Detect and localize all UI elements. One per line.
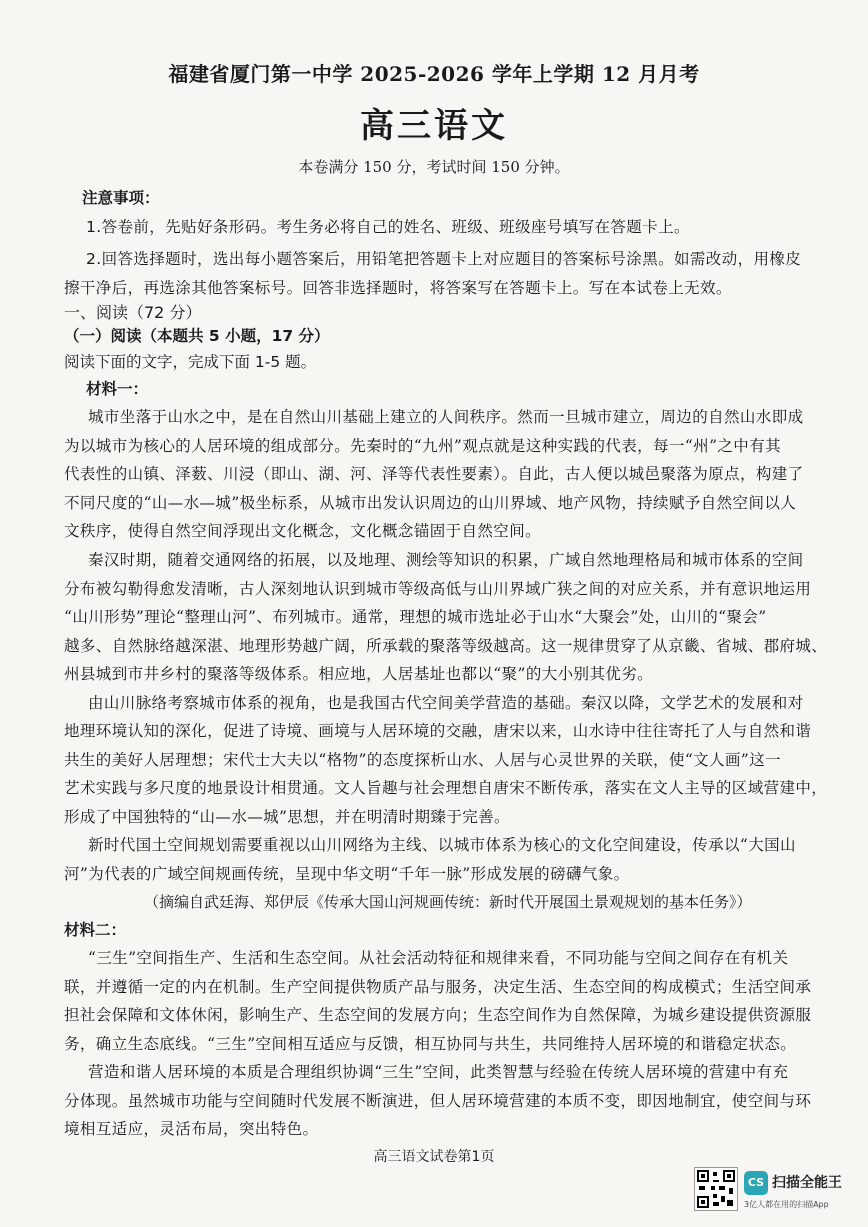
notice-heading: 注意事项：	[82, 189, 160, 207]
watermark-slogan: 3亿人都在用的扫描App	[744, 1200, 829, 1209]
material1-line: 秦汉时期，随着交通网络的拓展，以及地理、测绘等知识的积累，广域自然地理格局和城市体系的空间	[88, 551, 804, 569]
scanner-watermark	[694, 1167, 846, 1215]
material2-line: 境相互适应，灵活布局，突出特色。	[64, 1120, 319, 1138]
material1-line: 不同尺度的“山—水—城”极坐标系，从城市出发认识周边的山川界域、地产风物，持续赋予自然空间以人	[64, 494, 797, 512]
material1-line: 艺术实践与多尺度的地景设计相贯通。文人旨趣与社会理想自唐宋不断传承，落实在文人主导的区域营建中，	[64, 779, 828, 797]
material2-line: 担社会保障和文体休闲，影响生产、生态空间的发展方向；生态空间作为自然保障，为城乡建设提供资源服	[64, 1006, 812, 1024]
section-sub-heading: （一）阅读（本题共 5 小题，17 分）	[64, 327, 330, 345]
exam-title: 福建省厦门第一中学 2025-2026 学年上学期 12 月月考	[168, 62, 700, 86]
material1-line: “山川形势”理论“整理山河”、布列城市。通常，理想的城市选址必于山水“大聚会”处，山川的“聚会”	[64, 608, 767, 626]
qr-code-icon	[694, 1167, 738, 1211]
material1-line: 代表性的山镇、泽薮、川浸（即山、湖、河、泽等代表性要素）。自此，古人便以城邑聚落为原点，构建了	[64, 465, 804, 483]
notice-item-2: 2.回答选择题时，选出每小题答案后，用铅笔把答题卡上对应题目的答案标号涂黑。如需改动，用橡皮	[86, 250, 802, 268]
material1-label: 材料一：	[86, 380, 149, 398]
watermark-brand: 扫描全能王	[772, 1175, 842, 1191]
material1-line: 新时代国土空间规划需要重视以山川网络为主线、以城市体系为核心的文化空间建设，传承以“大国山	[88, 836, 796, 854]
material1-line: 由山川脉络考察城市体系的视角，也是我国古代空间美学营造的基础。秦汉以降，文学艺术的发展和对	[88, 694, 804, 712]
notice-item-1: 1.答卷前，先贴好条形码。考生务必将自己的姓名、班级、班级座号填写在答题卡上。	[86, 218, 690, 236]
material1-source: （摘编自武廷海、郑伊辰《传承大国山河规画传统：新时代开展国土景观规划的基本任务》）	[144, 893, 752, 911]
section-instruction: 阅读下面的文字，完成下面 1-5 题。	[64, 353, 317, 371]
camscanner-logo-icon: CS	[744, 1171, 768, 1195]
notice-item-2-cont: 擦干净后，再选涂其他答案标号。回答非选择题时，将答案写在答题卡上。写在本试卷上无效。	[64, 279, 732, 297]
page-footer: 高三语文试卷第1页	[373, 1149, 495, 1165]
material2-line: “三生”空间指生产、生活和生态空间。从社会活动特征和规律来看，不同功能与空间之间存在有机关	[88, 949, 789, 967]
material1-line: 越多、自然脉络越深湛、地理形势越广阔，所承载的聚落等级越高。这一规律贯穿了从京畿、省城、郡府城、	[64, 637, 828, 655]
section-heading: 一、阅读（72 分）	[64, 303, 202, 322]
material1-line: 城市坐落于山水之中，是在自然山川基础上建立的人间秩序。然而一旦城市建立，周边的自然山水即成	[88, 408, 804, 426]
material2-line: 务，确立生态底线。“三生”空间相互适应与反馈，相互协同与共生，共同维持人居环境的和谐稳定状态。	[64, 1035, 797, 1053]
material1-line: 为以城市为核心的人居环境的组成部分。先秦时的“九州”观点就是这种实践的代表，每一“州”之中有其	[64, 437, 781, 455]
material2-line: 分体现。虽然城市功能与空间随时代发展不断演进，但人居环境营建的本质不变，即因地制宜，使空间与环	[64, 1092, 812, 1110]
material1-line: 形成了中国独特的“山—水—城”思想，并在明清时期臻于完善。	[64, 808, 510, 826]
material1-line: 州县城到市井乡村的聚落等级体系。相应地，人居基址也都以“聚”的大小别其优劣。	[64, 665, 654, 683]
material1-line: 分布被勾勒得愈发清晰，古人深刻地认识到城市等级高低与山川界域广狭之间的对应关系，并有意识地运用	[64, 580, 812, 598]
material1-line: 地理环境认知的深化，促进了诗境、画境与人居环境的交融，唐宋以来，山水诗中往往寄托了人与自然和谐	[64, 722, 812, 740]
material2-label: 材料二：	[64, 921, 127, 939]
material1-line: 河”为代表的广域空间规画传统，呈现中华文明“千年一脉”形成发展的磅礴气象。	[64, 865, 630, 883]
score-note: 本卷满分 150 分，考试时间 150 分钟。	[298, 158, 570, 176]
material2-line: 营造和谐人居环境的本质是合理组织协调“三生”空间，此类智慧与经验在传统人居环境的营建中有充	[88, 1063, 789, 1081]
material2-line: 联，并遵循一定的内在机制。生产空间提供物质产品与服务，决定生活、生态空间的构成模式；生活空间承	[64, 978, 812, 996]
material1-line: 共生的美好人居理想；宋代士大夫以“格物”的态度探析山水、人居与心灵世界的关联，使“文人画”这一	[64, 751, 781, 769]
subject-title: 高三语文	[360, 106, 508, 146]
material1-line: 文秩序，使得自然空间浮现出文化概念，文化概念锚固于自然空间。	[64, 522, 542, 540]
